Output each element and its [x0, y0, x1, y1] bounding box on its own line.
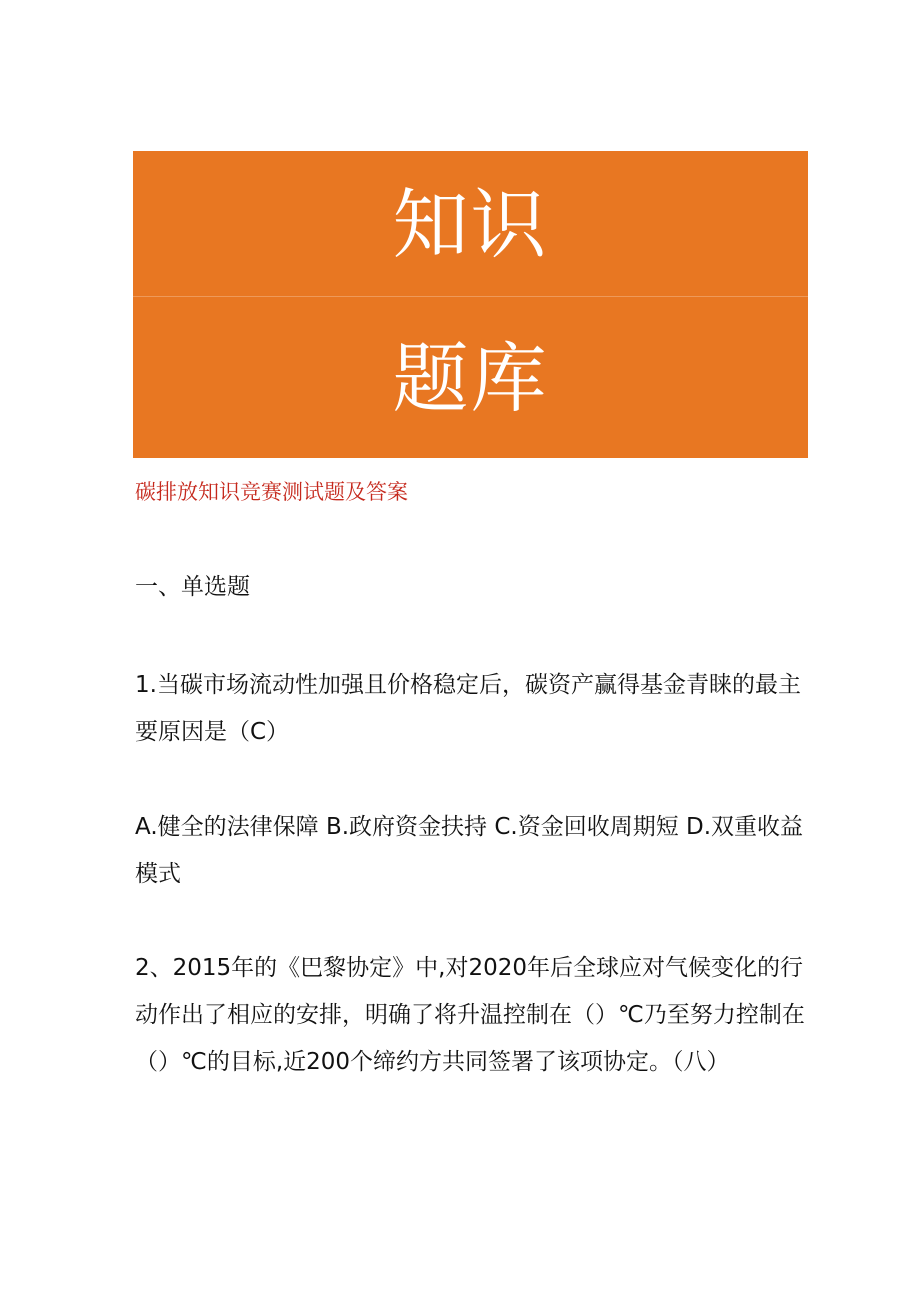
- banner-divider: [133, 296, 808, 297]
- banner-title-line-2: 题库: [392, 334, 549, 423]
- question-1-stem: 1.当碳市场流动性加强且价格稳定后，碳资产赢得基金青睐的最主要原因是（C）: [135, 672, 801, 745]
- question-2-stem: 2、2015年的《巴黎协定》中,对2020年后全球应对气候变化的行动作出了相应的安排，明确了将升温控制在（）℃乃至努力控制在（）℃的目标,近200个缔约方共同签署了该项协定。（八）: [135, 955, 805, 1075]
- question-1-options: A.健全的法律保障 B.政府资金扶持 C.资金回收周期短 D.双重收益模式: [135, 814, 804, 887]
- document-subtitle: 碳排放知识竞赛测试题及答案: [135, 480, 408, 504]
- banner-title-line-1: 知识: [392, 180, 549, 269]
- title-banner: [133, 151, 808, 458]
- section-heading: 一、单选题: [135, 574, 250, 600]
